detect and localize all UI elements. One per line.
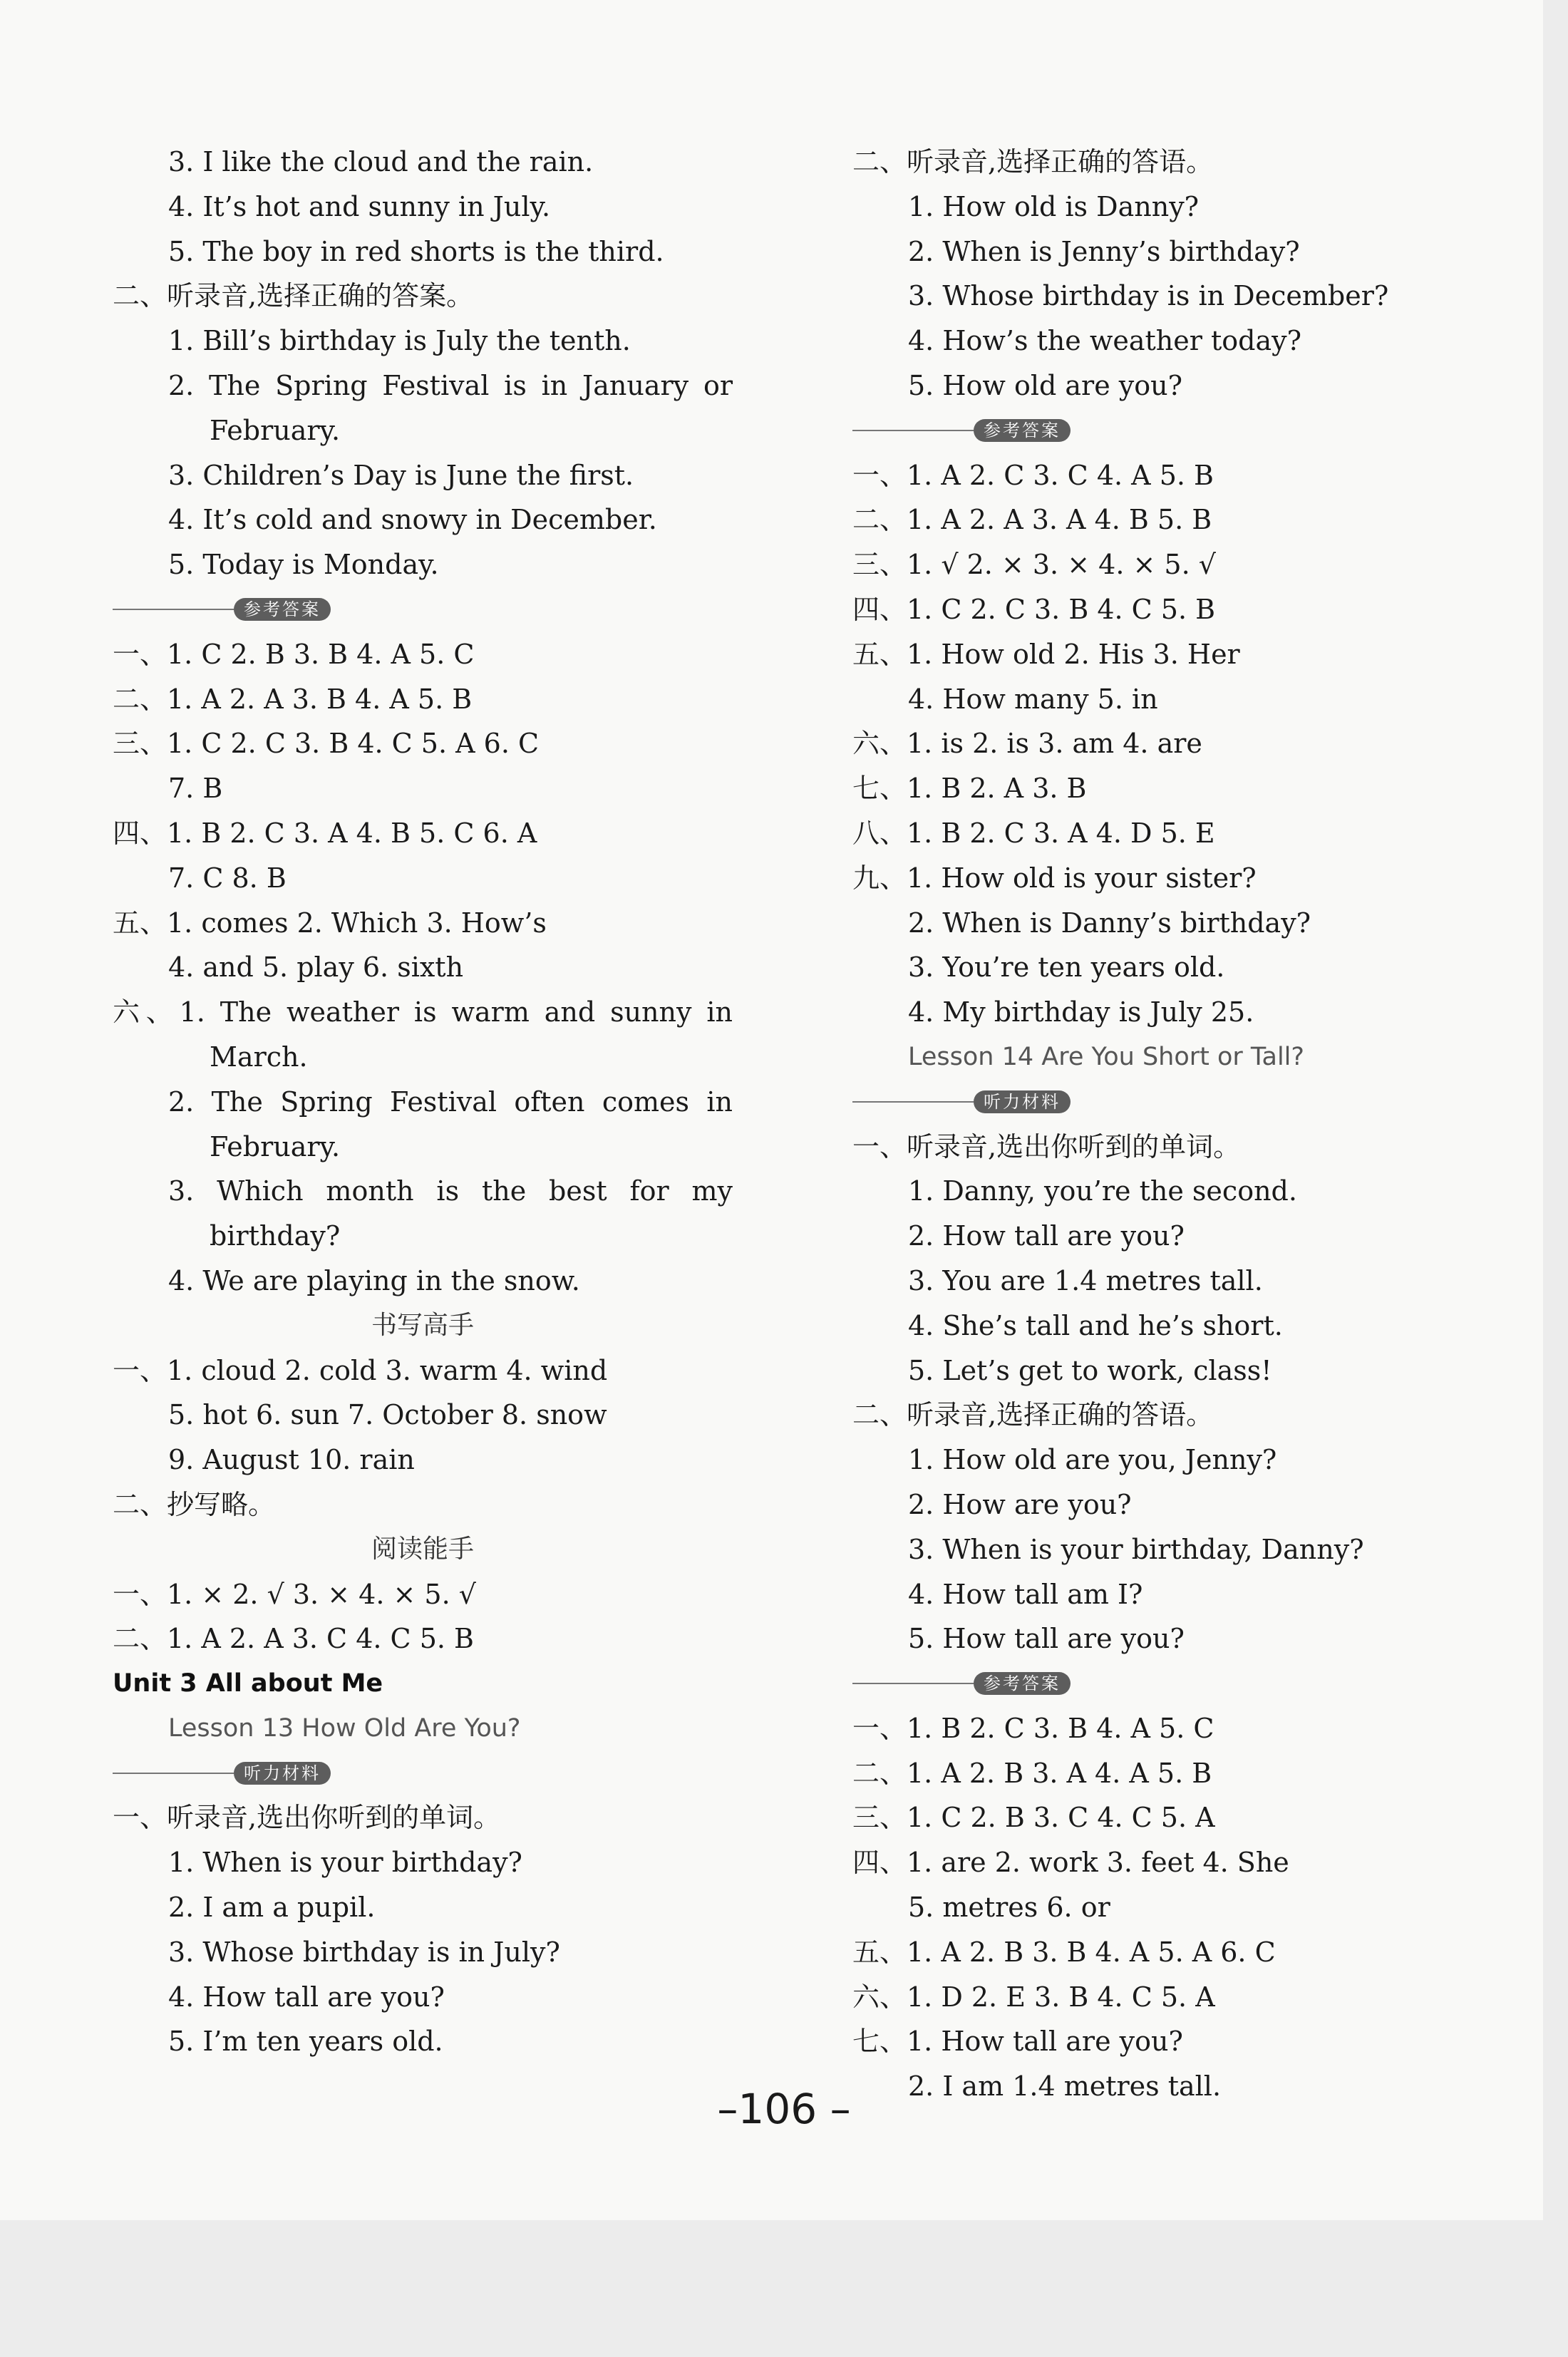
text-line: 五、1. comes 2. Which 3. How’s: [113, 907, 547, 939]
text-line: 3. I like the cloud and the rain.: [168, 146, 594, 177]
text-line: 七、1. How tall are you?: [852, 2026, 1183, 2058]
text-line: 五、1. A 2. B 3. B 4. A 5. A 6. C: [852, 1936, 1276, 1968]
text-line: birthday?: [210, 1220, 341, 1252]
text-line: 1. Bill’s birthday is July the tenth.: [168, 325, 631, 357]
text-line: 二、1. A 2. A 3. B 4. A 5. B: [113, 683, 473, 715]
unit-title: Unit 3 All about Me: [113, 1669, 383, 1698]
text-line: 四、1. B 2. C 3. A 4. B 5. C 6. A: [113, 817, 537, 849]
text-line: 5. How tall are you?: [908, 1623, 1185, 1655]
text-line: 一、听录音,选出你听到的单词。: [852, 1130, 1241, 1162]
text-line: 9. August 10. rain: [168, 1444, 415, 1476]
section-tag: 听力材料: [974, 1090, 1071, 1113]
text-line: 三、1. √ 2. × 3. × 4. × 5. √: [852, 549, 1216, 581]
text-line: February.: [210, 1130, 341, 1162]
text-line: 一、1. A 2. C 3. C 4. A 5. B: [852, 459, 1214, 491]
text-line: 4. It’s cold and snowy in December.: [168, 504, 657, 536]
text-line: 二、听录音,选择正确的答案。: [113, 280, 474, 312]
section-tag: 参考答案: [974, 1672, 1071, 1695]
text-line: 2. The Spring Festival is in January or: [168, 369, 733, 401]
text-line: 1. How old is Danny?: [908, 190, 1200, 222]
text-line: 2. When is Danny’s birthday?: [908, 907, 1311, 939]
text-line: 六、1. D 2. E 3. B 4. C 5. A: [852, 1981, 1215, 2013]
right-column: [852, 140, 1430, 2109]
section-subheading: 书写高手: [371, 1310, 474, 1340]
text-line: 4. How tall am I?: [908, 1578, 1143, 1610]
page-number: –106 –: [717, 2085, 851, 2133]
text-line: 5. The boy in red shorts is the third.: [168, 235, 664, 267]
text-line: 六、1. The weather is warm and sunny in: [113, 996, 733, 1028]
section-tag-row: [852, 1661, 1430, 1706]
tag-divider: [113, 609, 234, 610]
text-line: 4. How’s the weather today?: [908, 325, 1301, 357]
text-line: 九、1. How old is your sister?: [852, 862, 1257, 894]
text-line: 2. How are you?: [908, 1488, 1132, 1520]
text-line: 4. How tall are you?: [168, 1981, 445, 2013]
text-line: 一、1. B 2. C 3. B 4. A 5. C: [852, 1712, 1214, 1744]
text-line: 3. Which month is the best for my: [168, 1175, 733, 1207]
text-line: 二、1. A 2. B 3. A 4. A 5. B: [852, 1757, 1212, 1789]
section-tag-row: [852, 1080, 1430, 1125]
text-line: 7. C 8. B: [168, 862, 287, 894]
text-line: 4. We are playing in the snow.: [168, 1264, 580, 1296]
text-line: 七、1. B 2. A 3. B: [852, 773, 1087, 805]
text-line: 2. I am 1.4 metres tall.: [908, 2070, 1222, 2103]
text-line: 3. Whose birthday is in December?: [908, 280, 1389, 312]
text-line: 5. Today is Monday.: [168, 549, 439, 581]
text-line: 一、1. cloud 2. cold 3. warm 4. wind: [113, 1354, 608, 1386]
section-tag: 听力材料: [234, 1762, 331, 1785]
lesson-title: Lesson 13 How Old Are You?: [168, 1713, 521, 1743]
text-line: 5. hot 6. sun 7. October 8. snow: [168, 1399, 607, 1431]
text-line: 五、1. How old 2. His 3. Her: [852, 638, 1240, 670]
text-line: 7. B: [168, 773, 223, 805]
text-line: 一、1. C 2. B 3. B 4. A 5. C: [113, 638, 475, 670]
text-line: 一、1. × 2. √ 3. × 4. × 5. √: [113, 1578, 476, 1610]
section-tag: 参考答案: [974, 419, 1071, 442]
text-line: 六、1. is 2. is 3. am 4. are: [852, 728, 1202, 760]
text-line: 3. Children’s Day is June the first.: [168, 459, 634, 491]
section-tag: 参考答案: [234, 598, 331, 621]
text-line: 三、1. C 2. C 3. B 4. C 5. A 6. C: [113, 728, 540, 760]
text-line: 4. It’s hot and sunny in July.: [168, 190, 551, 222]
text-line: 5. metres 6. or: [908, 1892, 1110, 1924]
text-line: 5. Let’s get to work, class!: [908, 1354, 1272, 1386]
text-line: 1. Danny, you’re the second.: [908, 1175, 1297, 1207]
text-line: 二、1. A 2. A 3. A 4. B 5. B: [852, 504, 1212, 536]
section-tag-row: [113, 587, 733, 632]
text-line: 5. I’m ten years old.: [168, 2026, 443, 2058]
text-line: 二、听录音,选择正确的答语。: [852, 146, 1214, 177]
text-line: 3. Whose birthday is in July?: [168, 1936, 560, 1968]
text-line: 四、1. C 2. C 3. B 4. C 5. B: [852, 593, 1216, 625]
text-line: 5. How old are you?: [908, 369, 1182, 401]
tag-divider: [852, 1101, 974, 1103]
text-line: 二、抄写略。: [113, 1488, 276, 1520]
section-subheading: 阅读能手: [371, 1534, 474, 1564]
text-line: 2. The Spring Festival often comes in: [168, 1085, 733, 1118]
tag-divider: [852, 1683, 974, 1684]
text-line: 4. and 5. play 6. sixth: [168, 951, 464, 984]
text-line: 四、1. are 2. work 3. feet 4. She: [852, 1847, 1289, 1879]
text-line: 八、1. B 2. C 3. A 4. D 5. E: [852, 817, 1215, 849]
text-line: 3. You’re ten years old.: [908, 951, 1225, 984]
section-tag-row: [852, 408, 1430, 453]
lesson-title: Lesson 14 Are You Short or Tall?: [908, 1042, 1304, 1071]
text-line: 1. How old are you, Jenny?: [908, 1444, 1277, 1476]
text-line: 3. You are 1.4 metres tall.: [908, 1264, 1263, 1296]
text-line: 一、听录音,选出你听到的单词。: [113, 1802, 501, 1834]
text-line: 三、1. C 2. B 3. C 4. C 5. A: [852, 1802, 1215, 1834]
text-line: 4. She’s tall and he’s short.: [908, 1309, 1283, 1341]
section-tag-row: [113, 1751, 733, 1796]
tag-divider: [113, 1773, 234, 1774]
text-line: February.: [210, 414, 341, 446]
text-line: March.: [210, 1041, 308, 1073]
text-line: 3. When is your birthday, Danny?: [908, 1533, 1364, 1565]
text-line: 4. How many 5. in: [908, 683, 1158, 715]
text-line: 2. When is Jenny’s birthday?: [908, 235, 1300, 267]
left-column: [113, 140, 733, 2064]
text-line: 1. When is your birthday?: [168, 1847, 522, 1879]
text-line: 4. My birthday is July 25.: [908, 996, 1254, 1028]
text-line: 二、听录音,选择正确的答语。: [852, 1399, 1214, 1431]
text-line: 二、1. A 2. A 3. C 4. C 5. B: [113, 1623, 474, 1655]
text-line: 2. I am a pupil.: [168, 1892, 376, 1924]
text-line: 2. How tall are you?: [908, 1220, 1185, 1252]
tag-divider: [852, 430, 974, 431]
